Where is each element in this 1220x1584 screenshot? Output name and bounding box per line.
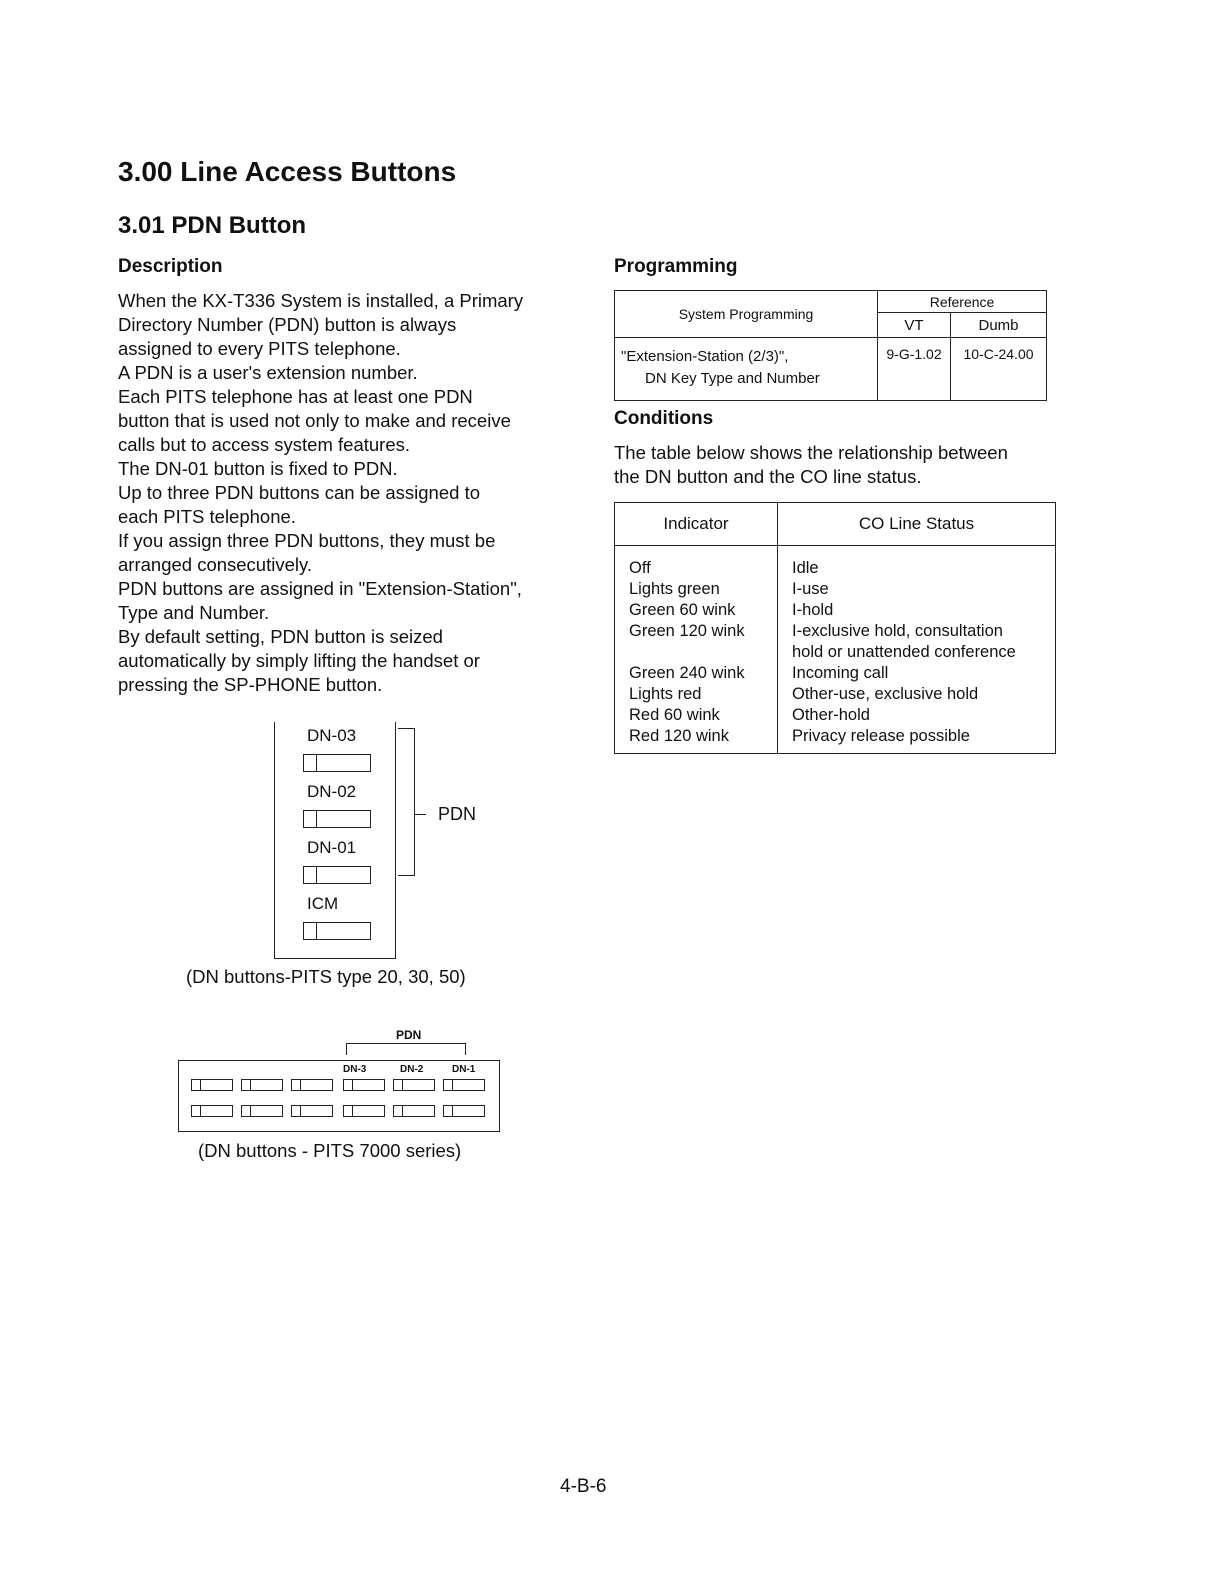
dn-label: DN-03 — [307, 726, 357, 745]
description-text — [118, 289, 578, 697]
key-icon — [291, 1079, 333, 1091]
status-list — [778, 546, 1056, 754]
description-line: assigned to every PITS telephone. — [118, 338, 401, 359]
page-number: 4-B-6 — [560, 1476, 607, 1497]
indicator-item: Off — [629, 559, 651, 577]
description-line: automatically by simply lifting the handset or — [118, 650, 480, 671]
col-reference: Reference — [878, 291, 1047, 313]
indicator-item: Lights red — [629, 685, 702, 703]
description-line: The DN-01 button is fixed to PDN. — [118, 458, 398, 479]
dn-key-label: DN-1 — [452, 1064, 476, 1075]
diagram1-caption: (DN buttons-PITS type 20, 30, 50) — [186, 966, 466, 987]
col-co-line-status: CO Line Status — [778, 503, 1056, 546]
col-vt: VT — [878, 313, 951, 338]
pdn-group-line — [346, 1043, 466, 1044]
pdn-group-label: PDN — [396, 1028, 422, 1042]
description-line: When the KX-T336 System is installed, a Primary — [118, 290, 524, 311]
programming-entry-line1: "Extension-Station (2/3)", — [621, 348, 789, 365]
status-item: Privacy release possible — [792, 727, 970, 745]
description-line: arranged consecutively. — [118, 554, 313, 575]
programming-entry-line2: DN Key Type and Number — [645, 370, 820, 387]
pdn-bracket-tick — [414, 814, 426, 815]
description-line: each PITS telephone. — [118, 506, 296, 527]
programming-entry — [615, 338, 878, 401]
key-icon — [343, 1105, 385, 1117]
diagram2-caption: (DN buttons - PITS 7000 series) — [198, 1140, 462, 1161]
indicator-item: Red 60 wink — [629, 706, 720, 724]
programming-vt-ref: 9-G-1.02 — [878, 338, 951, 401]
dn-label: DN-02 — [307, 782, 357, 801]
indicator-list — [615, 546, 778, 754]
subsection-title: 3.01 PDN Button — [118, 212, 307, 239]
status-item: hold or unattended conference — [792, 643, 1016, 661]
key-icon — [393, 1105, 435, 1117]
status-item: I-hold — [792, 601, 834, 619]
description-line: If you assign three PDN buttons, they must be — [118, 530, 496, 551]
programming-table — [614, 290, 1047, 401]
description-line: By default setting, PDN button is seized — [118, 626, 443, 647]
dn3-key-icon — [343, 1079, 385, 1091]
conditions-intro-line: the DN button and the CO line status. — [614, 466, 922, 487]
key-icon — [191, 1079, 233, 1091]
status-item: Other-hold — [792, 706, 870, 724]
indicator-item: Green 120 wink — [629, 622, 745, 640]
description-line: Up to three PDN buttons can be assigned to — [118, 482, 480, 503]
description-line: calls but to access system features. — [118, 434, 411, 455]
description-line: Directory Number (PDN) button is always — [118, 314, 457, 335]
pdn-bracket — [398, 728, 415, 876]
dn-key-icon — [303, 866, 371, 884]
conditions-table — [614, 502, 1056, 754]
dn-key-label: DN-2 — [400, 1064, 424, 1075]
programming-heading: Programming — [614, 256, 738, 277]
col-dumb: Dumb — [951, 313, 1047, 338]
indicator-item: Lights green — [629, 580, 720, 598]
dn-key-label: DN-3 — [343, 1064, 367, 1075]
description-line: pressing the SP-PHONE button. — [118, 674, 383, 695]
key-icon — [191, 1105, 233, 1117]
status-item: Other-use, exclusive hold — [792, 685, 979, 703]
col-system-programming: System Programming — [615, 291, 878, 338]
dn-key-icon — [303, 754, 371, 772]
pits-7000-key-panel — [178, 1060, 500, 1132]
key-icon — [241, 1079, 283, 1091]
dn-label: DN-01 — [307, 838, 357, 857]
description-line: button that is used not only to make and receive — [118, 410, 511, 431]
indicator-spacer — [629, 642, 777, 663]
indicator-item: Green 60 wink — [629, 601, 736, 619]
key-icon — [241, 1105, 283, 1117]
status-item: I-exclusive hold, consultation — [792, 622, 1003, 640]
dn-label: ICM — [307, 894, 339, 913]
dn2-key-icon — [393, 1079, 435, 1091]
key-icon — [443, 1105, 485, 1117]
dn-buttons-diagram — [274, 722, 396, 959]
status-item: Incoming call — [792, 664, 889, 682]
indicator-item: Green 240 wink — [629, 664, 745, 682]
programming-dumb-ref: 10-C-24.00 — [951, 338, 1047, 401]
pdn-group-line-right — [465, 1043, 466, 1055]
dn-key-icon — [303, 810, 371, 828]
description-line: Type and Number. — [118, 602, 270, 623]
conditions-intro-line: The table below shows the relationship between — [614, 442, 1008, 463]
col-indicator: Indicator — [615, 503, 778, 546]
pdn-bracket-label: PDN — [438, 804, 477, 824]
dn1-key-icon — [443, 1079, 485, 1091]
status-item: Idle — [792, 559, 819, 577]
description-line: Each PITS telephone has at least one PDN — [118, 386, 473, 407]
section-title: 3.00 Line Access Buttons — [118, 156, 457, 187]
icm-key-icon — [303, 922, 371, 940]
description-heading: Description — [118, 256, 223, 277]
status-item: I-use — [792, 580, 829, 598]
conditions-intro — [614, 441, 1008, 489]
key-icon — [291, 1105, 333, 1117]
indicator-item: Red 120 wink — [629, 727, 729, 745]
description-line: PDN buttons are assigned in "Extension-Station", — [118, 578, 522, 599]
conditions-heading: Conditions — [614, 408, 714, 429]
pdn-group-line-left — [346, 1043, 347, 1055]
description-line: A PDN is a user's extension number. — [118, 362, 418, 383]
